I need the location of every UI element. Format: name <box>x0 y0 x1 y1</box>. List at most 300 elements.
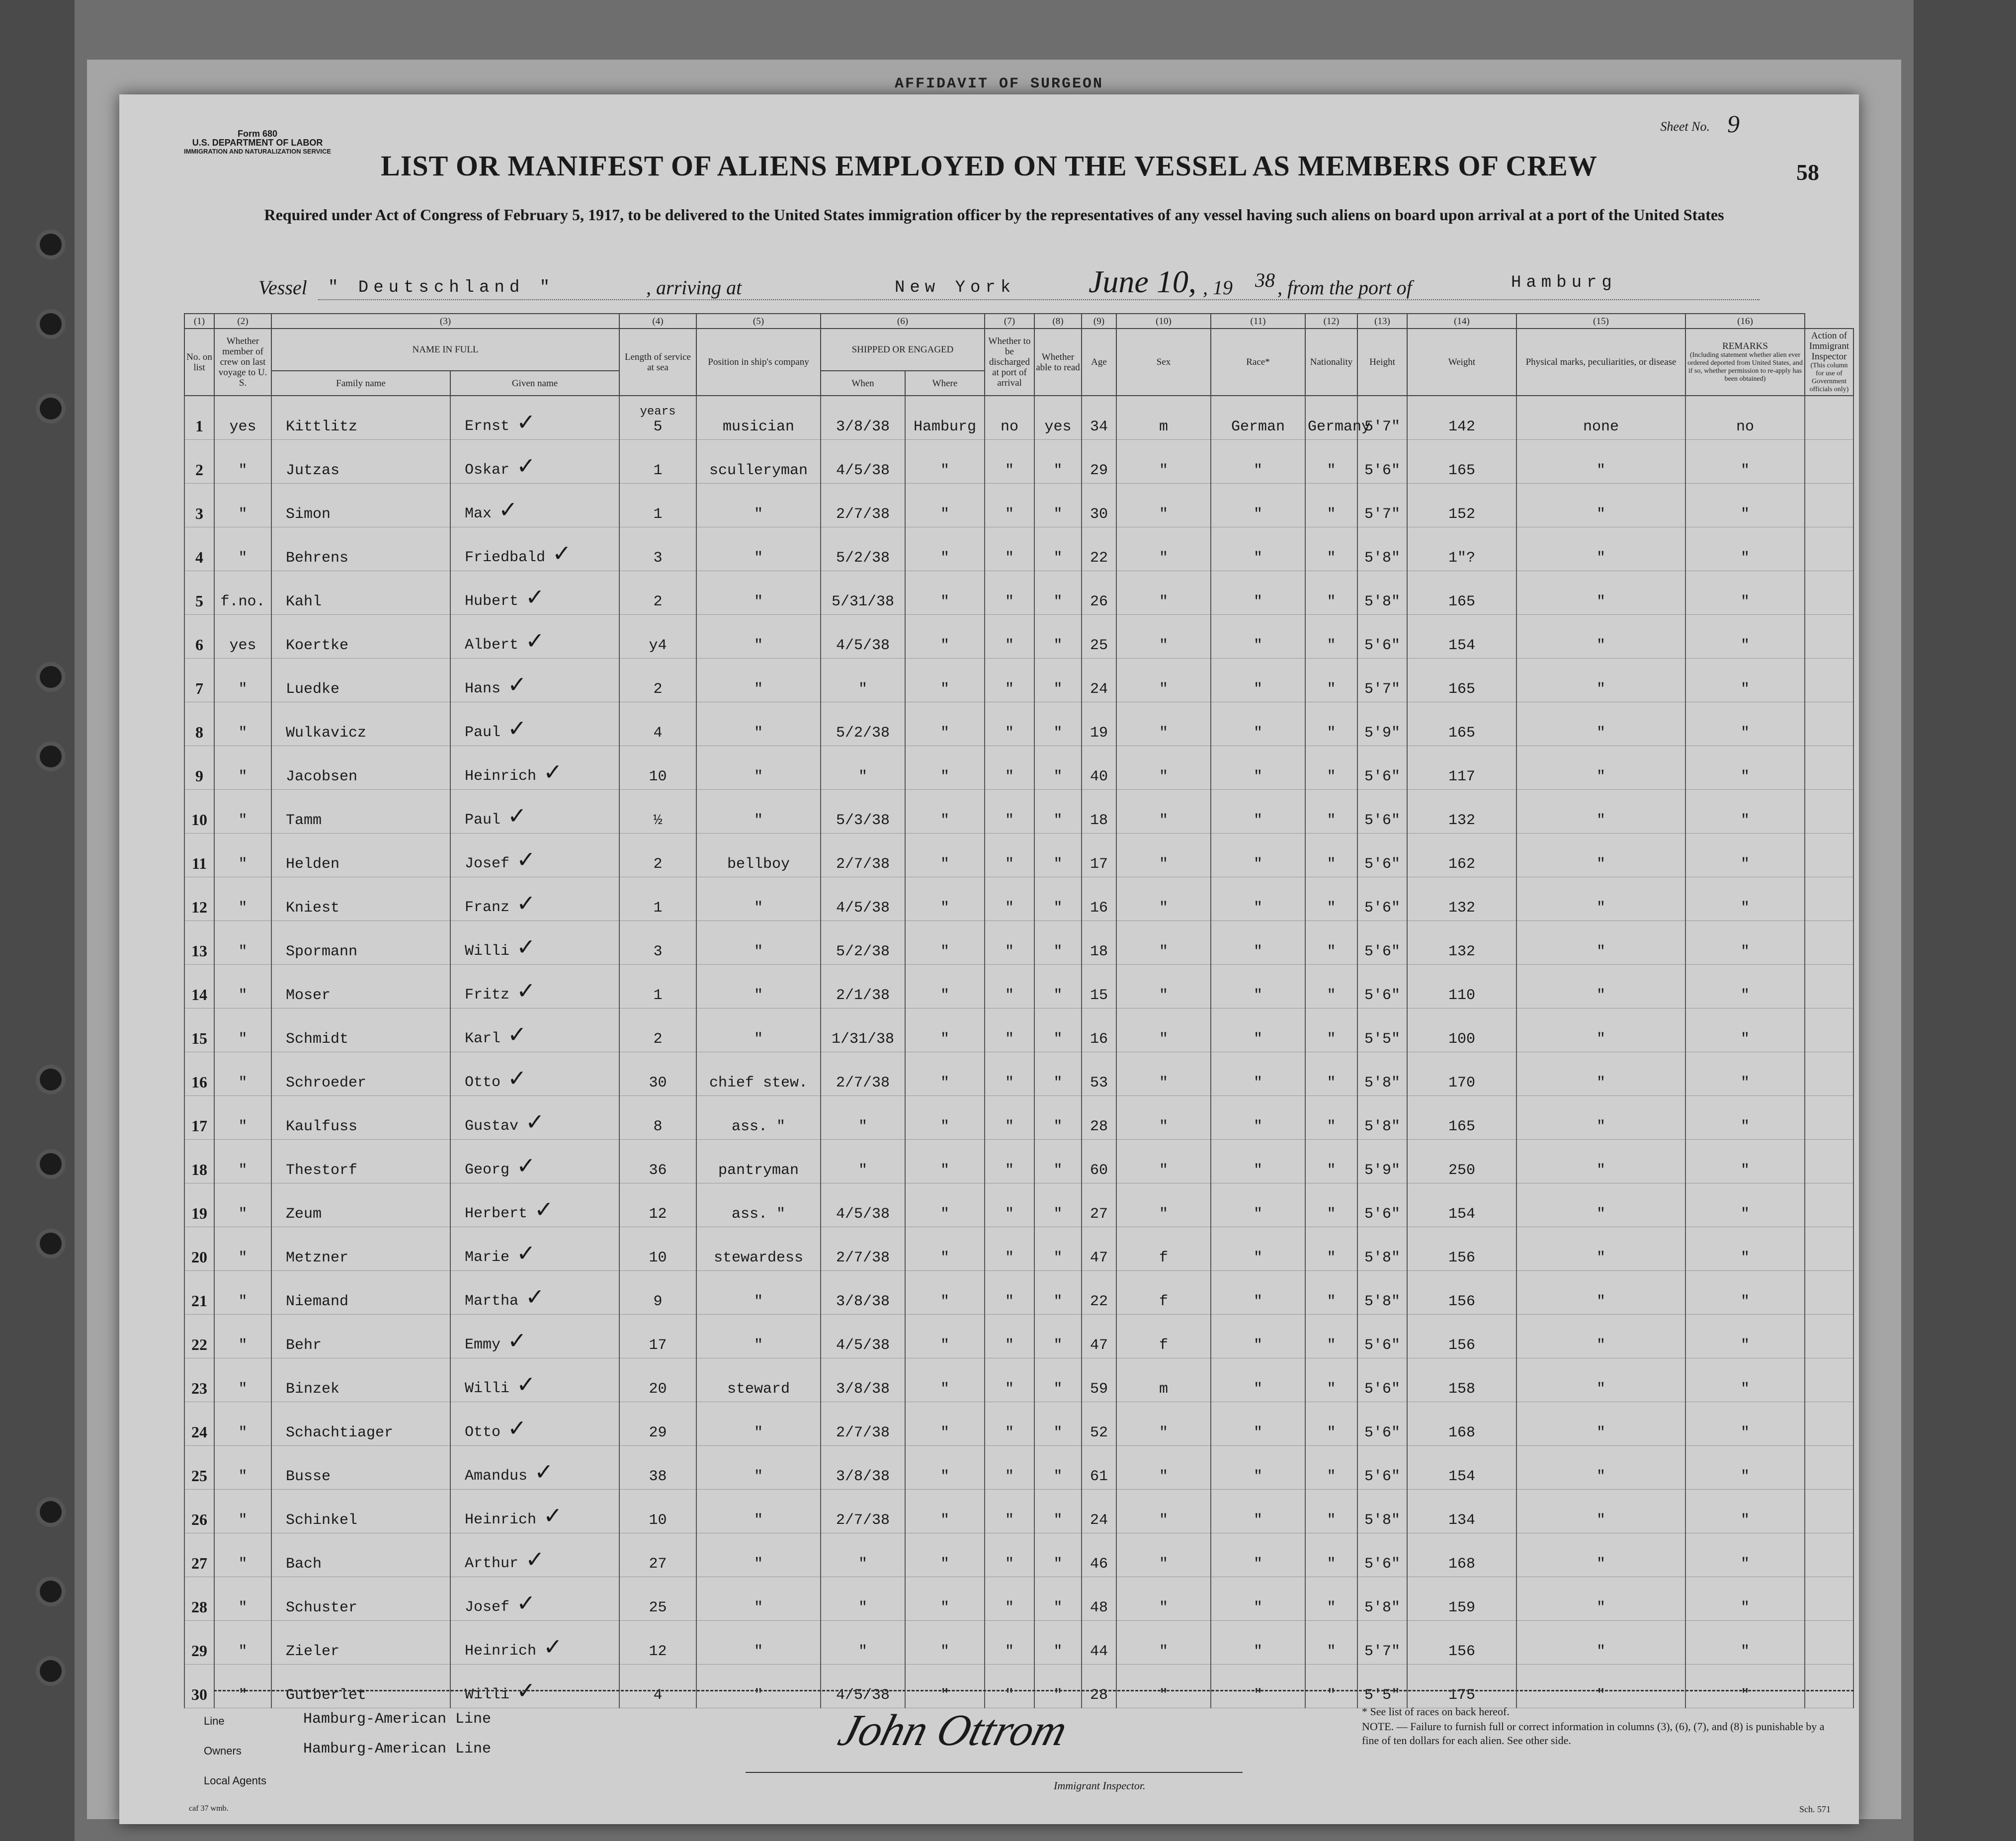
cell-remarks: " <box>1685 1621 1805 1665</box>
col-num: (16) <box>1685 314 1805 329</box>
cell-disch: " <box>985 1490 1034 1533</box>
cell-when: 4/5/38 <box>821 1183 905 1227</box>
cell-action <box>1805 1490 1853 1533</box>
cell-crew: " <box>214 921 271 965</box>
table-row <box>184 440 1853 484</box>
check-mark-icon: ✓ <box>516 977 536 1004</box>
cell-sex: " <box>1116 1533 1211 1577</box>
cell-no: 11 <box>184 834 214 877</box>
check-mark-icon: ✓ <box>543 1633 563 1660</box>
table-row <box>184 484 1853 527</box>
cell-remarks: " <box>1685 1096 1805 1140</box>
cell-race: " <box>1211 1315 1305 1358</box>
cell-weight: 132 <box>1407 790 1516 834</box>
binder-hole <box>40 746 62 767</box>
schedule-number: Sch. 571 <box>1799 1804 1831 1814</box>
col-num: (6) <box>821 314 985 329</box>
cell-age: 48 <box>1082 1577 1116 1621</box>
cell-when: 2/7/38 <box>821 1490 905 1533</box>
table-row <box>184 1533 1853 1577</box>
cell-sex: " <box>1116 1665 1211 1708</box>
cell-given-text: Gustav <box>465 1118 519 1135</box>
cell-remarks: " <box>1685 615 1805 659</box>
cell-when: 4/5/38 <box>821 1315 905 1358</box>
cell-given-text: Albert <box>465 637 519 654</box>
cell-marks: " <box>1516 1227 1685 1271</box>
cell-age: 15 <box>1082 965 1116 1008</box>
cell-age: 30 <box>1082 484 1116 527</box>
cell-given <box>450 1227 619 1271</box>
cell-disch: " <box>985 484 1034 527</box>
cell-read: " <box>1034 1096 1082 1140</box>
check-mark-icon: ✓ <box>516 846 536 873</box>
cell-nat: " <box>1305 615 1357 659</box>
cell-family: Kniest <box>271 877 450 921</box>
cell-action <box>1805 965 1853 1008</box>
table-row <box>184 702 1853 746</box>
check-mark-icon: ✓ <box>525 1108 545 1135</box>
cell-sex: " <box>1116 702 1211 746</box>
cell-nat: " <box>1305 440 1357 484</box>
cell-sex: " <box>1116 834 1211 877</box>
cell-age: 19 <box>1082 702 1116 746</box>
cell-position: " <box>696 746 821 790</box>
cell-family: Tamm <box>271 790 450 834</box>
vessel-label: Vessel <box>258 276 307 299</box>
cell-marks: " <box>1516 1140 1685 1183</box>
cell-when: " <box>821 1096 905 1140</box>
note-races: * See list of races on back hereof. <box>1362 1705 1510 1718</box>
cell-no: 15 <box>184 1008 214 1052</box>
table-row <box>184 1096 1853 1140</box>
header-shipped: SHIPPED OR ENGAGED <box>821 329 985 371</box>
cell-family: Binzek <box>271 1358 450 1402</box>
cell-nat: " <box>1305 527 1357 571</box>
cell-read: " <box>1034 1621 1082 1665</box>
cell-sex: " <box>1116 921 1211 965</box>
cell-disch: " <box>985 834 1034 877</box>
cell-action <box>1805 702 1853 746</box>
cell-weight: 156 <box>1407 1621 1516 1665</box>
col-num: (4) <box>619 314 696 329</box>
cell-position: " <box>696 1402 821 1446</box>
cell-where: " <box>905 1665 985 1708</box>
col-num: (11) <box>1211 314 1305 329</box>
cell-remarks: " <box>1685 1315 1805 1358</box>
cell-where: " <box>905 1402 985 1446</box>
cell-given-text: Josef <box>465 855 510 872</box>
manifest-page <box>119 94 1859 1824</box>
cell-race: " <box>1211 1665 1305 1708</box>
check-mark-icon: ✓ <box>499 496 518 523</box>
cell-marks: " <box>1516 484 1685 527</box>
check-mark-icon: ✓ <box>507 1065 527 1091</box>
crew-table <box>184 313 1854 1704</box>
cell-given <box>450 790 619 834</box>
action-sub: (This column for use of Government officials only) <box>1809 362 1849 393</box>
cell-sex: " <box>1116 1402 1211 1446</box>
cell-crew: " <box>214 1227 271 1271</box>
cell-height: 5'8" <box>1357 527 1407 571</box>
cell-no: 9 <box>184 746 214 790</box>
cell-position: steward <box>696 1358 821 1402</box>
header-name: NAME IN FULL <box>271 329 619 371</box>
cell-weight: 156 <box>1407 1271 1516 1315</box>
header-nationality: Nationality <box>1305 329 1357 396</box>
note-fine: NOTE. — Failure to furnish full or correct information in columns (3), (6), (7), and (8) is punishable by a fine of ten dollars for each alien. See other side. <box>1362 1720 1825 1747</box>
cell-given-text: Willi <box>465 1686 510 1703</box>
cell-disch: " <box>985 1140 1034 1183</box>
owners-value: Hamburg-American Line <box>303 1741 492 1757</box>
col-num: (15) <box>1516 314 1685 329</box>
cell-nat: " <box>1305 1446 1357 1490</box>
cell-age: 47 <box>1082 1227 1116 1271</box>
cell-position: " <box>696 1577 821 1621</box>
cell-no: 23 <box>184 1358 214 1402</box>
cell-crew: " <box>214 527 271 571</box>
cell-race: " <box>1211 484 1305 527</box>
check-mark-icon: ✓ <box>507 671 527 698</box>
cell-race: " <box>1211 1533 1305 1577</box>
cell-crew: yes <box>214 396 271 440</box>
cell-height: 5'7" <box>1357 659 1407 702</box>
cell-given-text: Paul <box>465 724 501 741</box>
cell-race: " <box>1211 1052 1305 1096</box>
cell-height: 5'6" <box>1357 1533 1407 1577</box>
header-action <box>1805 329 1853 396</box>
cell-disch: " <box>985 1271 1034 1315</box>
cell-service: 1 <box>619 440 696 484</box>
cell-family: Thestorf <box>271 1140 450 1183</box>
cell-service-text: 5 <box>653 418 663 435</box>
table-row <box>184 965 1853 1008</box>
cell-when: " <box>821 746 905 790</box>
cell-marks: " <box>1516 440 1685 484</box>
cell-nat: " <box>1305 1490 1357 1533</box>
cell-where: " <box>905 1577 985 1621</box>
cell-given <box>450 1533 619 1577</box>
cell-sex: " <box>1116 877 1211 921</box>
cell-crew: " <box>214 1315 271 1358</box>
cell-service: 38 <box>619 1446 696 1490</box>
cell-service: 1 <box>619 484 696 527</box>
cell-weight: 175 <box>1407 1665 1516 1708</box>
cell-race: " <box>1211 965 1305 1008</box>
cell-disch: " <box>985 1096 1034 1140</box>
table-row <box>184 834 1853 877</box>
cell-read: " <box>1034 965 1082 1008</box>
cell-given-text: Fritz <box>465 987 510 1004</box>
cell-family: Luedke <box>271 659 450 702</box>
cell-given <box>450 1665 619 1708</box>
cell-no: 7 <box>184 659 214 702</box>
cell-age: 25 <box>1082 615 1116 659</box>
cell-when: 2/7/38 <box>821 834 905 877</box>
cell-no: 20 <box>184 1227 214 1271</box>
cell-height: 5'8" <box>1357 1052 1407 1096</box>
cell-weight: 165 <box>1407 1096 1516 1140</box>
cell-no: 22 <box>184 1315 214 1358</box>
cell-service: ½ <box>619 790 696 834</box>
cell-age: 44 <box>1082 1621 1116 1665</box>
check-mark-icon: ✓ <box>516 1371 536 1398</box>
cell-remarks: " <box>1685 746 1805 790</box>
cell-no: 25 <box>184 1446 214 1490</box>
check-mark-icon: ✓ <box>516 933 536 960</box>
header-no: No. on list <box>184 329 214 396</box>
cell-action <box>1805 1140 1853 1183</box>
cell-marks: " <box>1516 921 1685 965</box>
cell-no: 12 <box>184 877 214 921</box>
cell-crew: " <box>214 1358 271 1402</box>
cell-read: " <box>1034 1490 1082 1533</box>
cell-height: 5'6" <box>1357 790 1407 834</box>
cell-service: 2 <box>619 571 696 615</box>
cell-family: Schachtiager <box>271 1402 450 1446</box>
cell-when: 5/2/38 <box>821 527 905 571</box>
cell-read: " <box>1034 877 1082 921</box>
cell-family: Jutzas <box>271 440 450 484</box>
inspector-signature: John Ottrom <box>833 1706 1073 1755</box>
cell-given-text: Georg <box>465 1162 510 1178</box>
cell-age: 24 <box>1082 1490 1116 1533</box>
cell-race: " <box>1211 746 1305 790</box>
cell-age: 28 <box>1082 1665 1116 1708</box>
cell-marks: " <box>1516 615 1685 659</box>
cell-nat: " <box>1305 1577 1357 1621</box>
cell-action <box>1805 484 1853 527</box>
cell-nat: " <box>1305 1402 1357 1446</box>
cell-height: 5'7" <box>1357 396 1407 440</box>
cell-weight: 156 <box>1407 1227 1516 1271</box>
cell-race: " <box>1211 1577 1305 1621</box>
cell-weight: 154 <box>1407 1446 1516 1490</box>
cell-marks: " <box>1516 877 1685 921</box>
cell-read: " <box>1034 1533 1082 1577</box>
cell-weight: 156 <box>1407 1315 1516 1358</box>
cell-marks: " <box>1516 746 1685 790</box>
cell-given <box>450 877 619 921</box>
cell-service: 2 <box>619 834 696 877</box>
cell-family: Behr <box>271 1315 450 1358</box>
cell-race: " <box>1211 834 1305 877</box>
check-mark-icon: ✓ <box>516 1152 536 1179</box>
cell-when: 3/8/38 <box>821 1271 905 1315</box>
cell-given <box>450 1096 619 1140</box>
cell-height: 5'8" <box>1357 1096 1407 1140</box>
cell-read: " <box>1034 1358 1082 1402</box>
check-mark-icon: ✓ <box>525 1283 545 1310</box>
header-position: Position in ship's company <box>696 329 821 396</box>
header-where: Where <box>905 371 985 396</box>
cell-action <box>1805 1052 1853 1096</box>
check-mark-icon: ✓ <box>507 1327 527 1354</box>
cell-position: " <box>696 921 821 965</box>
cell-sex: " <box>1116 1183 1211 1227</box>
cell-position: " <box>696 702 821 746</box>
cell-where: " <box>905 1533 985 1577</box>
cell-marks: " <box>1516 571 1685 615</box>
header-service: Length of service at sea <box>619 329 696 396</box>
cell-disch: " <box>985 527 1034 571</box>
cell-position: " <box>696 1271 821 1315</box>
cell-given-text: Martha <box>465 1293 519 1310</box>
arrival-port: New York <box>895 278 1016 297</box>
cell-nat: " <box>1305 1665 1357 1708</box>
cell-read: " <box>1034 746 1082 790</box>
table-row <box>184 1183 1853 1227</box>
table-row <box>184 1271 1853 1315</box>
remarks-sub: (Including statement whether alien ever ordered deported from United States, and if so, whether permission to re-apply has been obtained) <box>1687 351 1803 383</box>
cell-no: 27 <box>184 1533 214 1577</box>
cell-remarks: " <box>1685 702 1805 746</box>
cell-age: 18 <box>1082 921 1116 965</box>
check-mark-icon: ✓ <box>516 1590 536 1616</box>
cell-marks: " <box>1516 834 1685 877</box>
table-row <box>184 1665 1853 1708</box>
header-when: When <box>821 371 905 396</box>
cell-weight: 1"? <box>1407 527 1516 571</box>
cell-where: " <box>905 1096 985 1140</box>
cell-given-text: Emmy <box>465 1337 501 1353</box>
sheet-label: Sheet No. <box>1660 119 1710 134</box>
cell-position: " <box>696 571 821 615</box>
cell-where: " <box>905 746 985 790</box>
binder-hole <box>40 1233 62 1255</box>
cell-crew: yes <box>214 615 271 659</box>
page-subtitle: Required under Act of Congress of February 5, 1917, to be delivered to the United States immigration officer by the representatives of any vessel having such aliens on board upon arrival at a port of the United States <box>264 206 1724 224</box>
cell-nat: " <box>1305 1096 1357 1140</box>
cell-weight: 165 <box>1407 571 1516 615</box>
cell-given-text: Heinrich <box>465 1511 537 1528</box>
check-mark-icon: ✓ <box>507 1021 527 1048</box>
cell-marks: " <box>1516 1096 1685 1140</box>
cell-family: Kittlitz <box>271 396 450 440</box>
cell-weight: 168 <box>1407 1533 1516 1577</box>
cell-action <box>1805 1621 1853 1665</box>
top-stamp: AFFIDAVIT OF SURGEON <box>895 76 1104 92</box>
cell-weight: 117 <box>1407 746 1516 790</box>
cell-no: 24 <box>184 1402 214 1446</box>
cell-position: " <box>696 877 821 921</box>
cell-action <box>1805 921 1853 965</box>
cell-given <box>450 1183 619 1227</box>
cell-sex: m <box>1116 1358 1211 1402</box>
cell-nat: " <box>1305 746 1357 790</box>
cell-crew: " <box>214 1577 271 1621</box>
cell-remarks: " <box>1685 659 1805 702</box>
cell-remarks: " <box>1685 1402 1805 1446</box>
cell-height: 5'6" <box>1357 1402 1407 1446</box>
header-height: Height <box>1357 329 1407 396</box>
remarks-title: REMARKS <box>1722 341 1768 351</box>
department: U.S. DEPARTMENT OF LABOR <box>192 138 323 148</box>
cell-marks: " <box>1516 1577 1685 1621</box>
cell-read: " <box>1034 1315 1082 1358</box>
cell-position: " <box>696 484 821 527</box>
cell-family: Kahl <box>271 571 450 615</box>
cell-action <box>1805 1315 1853 1358</box>
cell-sex: " <box>1116 746 1211 790</box>
cell-weight: 132 <box>1407 921 1516 965</box>
cell-family: Behrens <box>271 527 450 571</box>
cell-given <box>450 1008 619 1052</box>
cell-read: " <box>1034 440 1082 484</box>
cell-where: " <box>905 659 985 702</box>
cell-where: " <box>905 1140 985 1183</box>
cell-read: " <box>1034 921 1082 965</box>
cell-action <box>1805 1358 1853 1402</box>
cell-when: " <box>821 1621 905 1665</box>
cell-when: 5/2/38 <box>821 921 905 965</box>
table-row <box>184 746 1853 790</box>
cell-action <box>1805 396 1853 440</box>
cell-action <box>1805 615 1853 659</box>
cell-position: " <box>696 1533 821 1577</box>
cell-nat: Germany <box>1305 396 1357 440</box>
sheet-number: 9 <box>1727 110 1740 138</box>
cell-action <box>1805 1402 1853 1446</box>
cell-age: 17 <box>1082 834 1116 877</box>
cell-given-text: Heinrich <box>465 768 537 785</box>
cell-family: Kaulfuss <box>271 1096 450 1140</box>
cell-when: 5/2/38 <box>821 702 905 746</box>
cell-nat: " <box>1305 1008 1357 1052</box>
cell-family: Simon <box>271 484 450 527</box>
cell-remarks: " <box>1685 1227 1805 1271</box>
cell-given <box>450 1490 619 1533</box>
cell-when: 2/1/38 <box>821 965 905 1008</box>
cell-read: " <box>1034 484 1082 527</box>
cell-position: bellboy <box>696 834 821 877</box>
cell-remarks: " <box>1685 527 1805 571</box>
vessel-name: " Deutschland " <box>328 278 555 297</box>
cell-age: 27 <box>1082 1183 1116 1227</box>
cell-sex: " <box>1116 1446 1211 1490</box>
cell-remarks: " <box>1685 484 1805 527</box>
cell-service: 1 <box>619 965 696 1008</box>
cell-race: " <box>1211 1227 1305 1271</box>
cell-no: 30 <box>184 1665 214 1708</box>
check-mark-icon: ✓ <box>507 1415 527 1441</box>
cell-service: 2 <box>619 1008 696 1052</box>
cell-service: 36 <box>619 1140 696 1183</box>
cell-race: " <box>1211 527 1305 571</box>
cell-disch: " <box>985 921 1034 965</box>
cell-action <box>1805 1577 1853 1621</box>
cell-service: 17 <box>619 1315 696 1358</box>
cell-remarks: " <box>1685 1183 1805 1227</box>
header-read: Whether able to read <box>1034 329 1082 396</box>
cell-race: German <box>1211 396 1305 440</box>
cell-height: 5'6" <box>1357 746 1407 790</box>
cell-where: " <box>905 1052 985 1096</box>
arrival-date-handwritten: June 10, <box>1089 264 1196 299</box>
cell-weight: 154 <box>1407 615 1516 659</box>
binder-hole <box>40 1581 62 1602</box>
from-port-label: , from the port of <box>1277 276 1412 299</box>
cell-remarks: " <box>1685 571 1805 615</box>
check-mark-icon: ✓ <box>507 802 527 829</box>
cell-marks: " <box>1516 1052 1685 1096</box>
cell-remarks: " <box>1685 1140 1805 1183</box>
cell-given-text: Paul <box>465 812 501 829</box>
cell-read: " <box>1034 1052 1082 1096</box>
cell-given-text: Willi <box>465 1380 510 1397</box>
table-row <box>184 571 1853 615</box>
table-row <box>184 1577 1853 1621</box>
cell-height: 5'6" <box>1357 965 1407 1008</box>
